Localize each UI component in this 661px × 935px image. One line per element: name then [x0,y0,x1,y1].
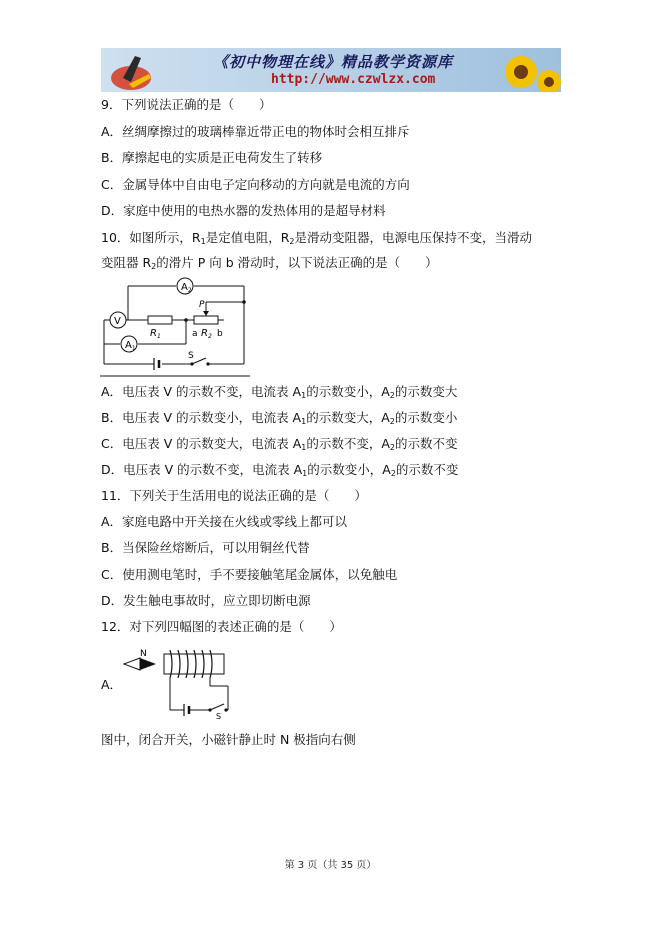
header-banner [101,48,561,92]
r1-label: $R_1$ [150,328,161,340]
q10-option-c: C．电压表 V 的示数变大，电流表 $A_1$的示数不变，$A_2$的示数不变 [101,436,458,452]
q12-switch-s-label: S [216,712,222,720]
q12-option-a-caption: 图中，闭合开关，小磁针静止时 N 极指向右侧 [101,732,356,747]
q10-circuit-diagram [96,276,256,380]
q10-option-a: A．电压表 V 的示数不变，电流表 $A_1$的示数变小，$A_2$的示数变大 [101,384,458,400]
q9-option-b: B．摩擦起电的实质是正电荷发生了转移 [101,150,323,165]
q9-option-d: D．家庭中使用的电热水器的发热体用的是超导材料 [101,203,386,218]
end-a-label: a [192,329,198,339]
ammeter-a1-label: $A_1$ [125,340,136,352]
q12-solenoid-diagram [120,644,230,720]
q11-option-d: D．发生触电事故时，应立即切断电源 [101,593,311,608]
q9-option-a: A．丝绸摩擦过的玻璃棒靠近带正电的物体时会相互排斥 [101,124,410,139]
q11-option-a: A．家庭电路中开关接在火线或零线上都可以 [101,514,348,529]
q9-option-c: C．金属导体中自由电子定向移动的方向就是电流的方向 [101,177,410,192]
page-number-footer: 第 3 页（共 35 页） [284,860,377,871]
q12-stem: 12．对下列四幅图的表述正确的是（ ） [101,619,342,634]
q11-option-c: C．使用测电笔时，手不要接触笔尾金属体，以免触电 [101,567,398,582]
banner-title: 《初中物理在线》精品教学资源库 [213,53,454,71]
end-b-label: b [217,329,223,339]
q12-option-a-letter: A． [101,677,123,692]
voltmeter-label: V [114,316,121,327]
q11-option-b: B．当保险丝熔断后，可以用铜丝代替 [101,540,310,555]
banner-url: http://www.czwlzx.com [271,72,436,87]
q10-option-d: D．电压表 V 的示数不变，电流表 $A_1$的示数变小，$A_2$的示数不变 [101,462,459,478]
q10-option-b: B．电压表 V 的示数变小，电流表 $A_1$的示数变大，$A_2$的示数变小 [101,410,458,426]
ammeter-a2-label: $A_2$ [181,282,192,294]
needle-n-label: N [140,649,147,659]
q10-stem-line1: 10．如图所示，$R_1$是定值电阻，$R_2$是滑动变阻器，电源电压保持不变，当滑动 [101,230,532,246]
r2-label: $R_2$ [201,328,212,340]
slider-p-label: P [199,300,205,310]
q9-stem: 9．下列说法正确的是（ ） [101,97,272,112]
q11-stem: 11．下列关于生活用电的说法正确的是（ ） [101,488,367,503]
q10-stem-line2: 变阻器 $R_2$的滑片 P 向 b 滑动时，以下说法正确的是（ ） [101,255,438,271]
switch-s-label: S [188,351,194,361]
